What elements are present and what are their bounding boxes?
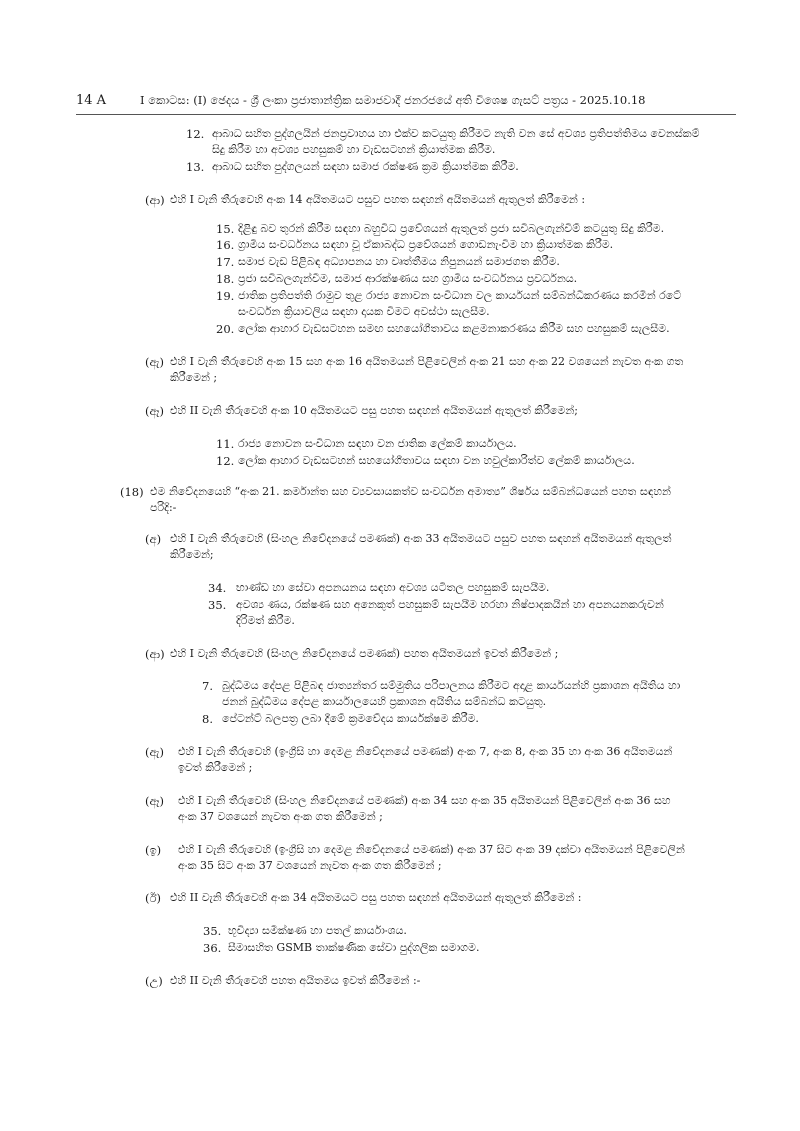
item-text: ජාතික ප්‍රතිපත්ති රාමුව තුළ රාජ්‍ය නොවන සංවිධාන වල කාර්යයන් සම්බන්ධීකරණය කරමින් රටේ xyxy=(238,289,682,302)
item-text: එහි I වැනි තීරුවෙහි අංක 15 සහ අංක 16 අයිතමයන් පිළිවෙලින් අංක 21 සහ අංක 22 වශයෙන් නැවත අංක ගත xyxy=(170,355,684,368)
item-text: එහි I වැනි තීරුවෙහි (සිංහල නිවේදනයේ පමණක්) පහත අයිතමයන් ඉවත් කිරීමෙන් ; xyxy=(170,647,559,660)
item-number: (18) xyxy=(120,485,144,499)
item-text: බුද්ධිමය දේපළ පිළිබඳ ජාත්‍යන්තර සම්මුතිය පරිපාලනය කිරීමට අදාළ කාර්යයන්හි ප්‍රකාශන අයිතිය හා xyxy=(222,679,681,692)
item-text: පරිදි:- xyxy=(150,501,177,514)
item-text: අංක 37 වශයෙන් නැවත අංක ගත කිරීමෙන් ; xyxy=(178,810,383,823)
item-number: (ඈ) xyxy=(145,794,164,808)
item-text: සිදු කිරීම හා අවශ්‍ය පහසුකම් හා වැඩසටහන් ක්‍රියාත්මක කිරීම. xyxy=(212,143,496,156)
item-text: ලෝක ආහාර වැඩසටහන සමඟ සහයෝගීතාවය කළමනාකරණය කිරීම සහ පහසුකම් සැලසීම. xyxy=(238,322,670,335)
item-number: 35. xyxy=(203,924,222,938)
item-text: සංවර්ධන ක්‍රියාවලිය සඳහා දායක වීමට අවස්ථා සැලසීම. xyxy=(238,305,490,318)
item-text: ලෝක ආහාර වැඩසටහන් සහයෝගීතාවය සඳහා වන හවුල්කාරිත්ව ලේකම් කාර්යාලය. xyxy=(238,454,635,467)
item-text: ග්‍රාමීය සංවර්ධනය සඳහා වූ ඒකාබද්ධ ප්‍රවේශයන් ගොඩනැංවීම හා ක්‍රියාත්මක කිරීම. xyxy=(238,238,614,251)
item-text: එහි I වැනි තීරුවෙහි (සිංහල නිවේදනයේ පමණක්) අංක 34 සහ අංක 35 අයිතමයන් පිළිවෙලින් අංක 36 සහ xyxy=(178,794,671,807)
item-number: 8. xyxy=(202,712,213,726)
item-text: එහි I වැනි තීරුවෙහි අංක 14 අයිතමයට පසුව පහත සඳහන් අයිතමයන් ඇතුලත් කිරීමෙන් : xyxy=(170,193,586,206)
item-number: 12. xyxy=(186,127,205,141)
page-header xyxy=(76,93,736,113)
header-title: I කොටස: (I) ඡෙදය - ශ්‍රී ලංකා ප්‍රජාතාන්ත්‍රික සමාජවාදී ජනරජයේ අති විශෙෂ ගැසට් පත්‍රය - 2025.10.18 xyxy=(140,93,646,107)
item-text: ආබාධ සහිත පුද්ගලයින් ජනප්‍රවාහය හා එක්ව කටයුතු කිරීමට නැති වන සේ අවශ්‍ය ප්‍රතිපත්තිමය වෙනස්කම් xyxy=(212,127,700,140)
item-text: අංක 35 සිට අංක 37 වශයෙන් නැවත අංක ගත කිරීමෙන් ; xyxy=(178,859,442,872)
item-text: භූවිද්‍යා සමීක්ෂණ හා පතල් කාර්යාංශය. xyxy=(228,924,407,937)
item-number: 13. xyxy=(186,160,205,174)
header-divider xyxy=(76,114,736,115)
item-number: (ආ) xyxy=(145,647,165,661)
item-number: 20. xyxy=(216,322,235,336)
item-text: දිරිමත් කිරීම. xyxy=(236,614,295,627)
item-text: එහි I වැනි තීරුවෙහි (ඉංග්‍රීසි හා දෙමළ නිවේදනයේ පමණක්) අංක 7, අංක 8, අංක 35 හා අංක 36 අයිතමයන් xyxy=(178,745,673,758)
item-text: එහි II වැනි තීරුවෙහි අංක 10 අයිතමයට පසු පහත සඳහන් අයිතමයන් ඇතුලත් කිරීමෙන්; xyxy=(170,404,578,417)
item-text: එහි I වැනි තීරුවෙහි (සිංහල නිවේදනයේ පමණක්) අංක 33 අයිතමයට පසුව පහත සඳහන් අයිතමයන් ඇතුලත් xyxy=(170,532,672,545)
item-text: ජනන් බුද්ධිමය දේපළ කාර්යාලයෙහි ප්‍රකාශන අයිතිය සම්බන්ධ කටයුතු. xyxy=(222,695,547,708)
item-number: (ඉ) xyxy=(145,843,162,857)
item-text: භාණ්ඩ හා සේවා අපනයනය සඳහා අවශ්‍ය යටිතල පහසුකම් සැපයීම. xyxy=(236,581,550,594)
item-number: 35. xyxy=(208,598,227,612)
item-number: 15. xyxy=(216,222,235,236)
item-number: (අ) xyxy=(145,532,162,546)
item-number: 18. xyxy=(216,272,235,286)
item-text: එහි II වැනි තීරුවෙහි පහත අයිතමය ඉවත් කිරීමෙන් :- xyxy=(170,974,421,987)
item-number: 19. xyxy=(216,289,235,303)
page-number: 14 A xyxy=(76,93,107,108)
item-number: 34. xyxy=(208,581,227,595)
item-number: 12. xyxy=(216,454,235,468)
item-text: එහි II වැනි තීරුවෙහි අංක 34 අයිතමයට පසු පහත සඳහන් අයිතමයන් ඇතුලත් කිරීමෙන් : xyxy=(170,891,582,904)
item-text: ආබාධ සහිත පුද්ගලයන් සඳහා සමාජ රක්ෂණ ක්‍රම ක්‍රියාත්මක කිරීම. xyxy=(212,160,519,173)
item-text: පේටන්ට් බලපත්‍ර ලබා දීමේ ක්‍රමවේදය කාර්යක්ෂම කිරීම. xyxy=(222,712,479,725)
item-number: (ආ) xyxy=(145,193,165,207)
item-number: (ඊ) xyxy=(145,891,162,905)
item-text: සමාජ වැඩ පිළිබඳ අධ්‍යාපනය හා වෘත්තීමය නිපුනයන් සමාජගත කිරීම. xyxy=(238,255,560,268)
item-number: 16. xyxy=(216,238,235,252)
item-number: 36. xyxy=(203,941,222,955)
item-number: (උ) xyxy=(145,974,163,988)
item-text: කිරීමෙන් ; xyxy=(170,371,218,384)
item-text: දිළිඳු බව තුරන් කිරීම සඳහා බහුවිධ ප්‍රවේශයන් ඇතුලත් ප්‍රජා සවිබලගැන්වීම් කටයුතු සිදු කිරීම. xyxy=(238,222,665,235)
item-text: ඉවත් කිරීමෙන් ; xyxy=(178,761,253,774)
item-text: ප්‍රජා සවිබලගැන්වීම, සමාජ ආරක්ෂණය සහ ග්‍රාමීය සංවර්ධනය ප්‍රවර්ධනය. xyxy=(238,272,578,285)
item-number: (ඇ) xyxy=(145,355,164,369)
item-text: කිරීමෙන්; xyxy=(170,548,214,561)
item-number: 17. xyxy=(216,255,235,269)
item-number: 7. xyxy=(202,679,213,693)
item-text: රාජ්‍ය නොවන සංවිධාන සඳහා වන ජාතික ලේකම් කාර්යාලය. xyxy=(238,437,517,450)
item-text: එම නිවේදනයෙහි “අංක 21. කර්මාන්ත සහ ව්‍යවසායකත්ව සංවර්ධන අමාත්‍ය” ශීර්ෂය සම්බන්ධයෙන් පහත සඳහන් xyxy=(150,485,671,498)
item-text: අවශ්‍ය ණය, රක්ෂණ සහ අනෙකුත් පහසුකම් සැපයීම හරහා නිෂ්පාදකයින් හා අපනයනකරුවන් xyxy=(236,598,664,611)
item-text: එහි I වැනි තීරුවෙහි (ඉංග්‍රීසි හා දෙමළ නිවේදනයේ පමණක්) අංක 37 සිට අංක 39 දක්වා අයිතමයන් පිළිවෙලින් xyxy=(178,843,685,856)
item-text: සීමාසහිත GSMB තාක්ෂණික සේවා පුද්ගලික සමාගම. xyxy=(228,941,480,954)
item-number: 11. xyxy=(216,437,235,451)
item-number: (ඈ) xyxy=(145,404,164,418)
item-number: (ඇ) xyxy=(145,745,164,759)
